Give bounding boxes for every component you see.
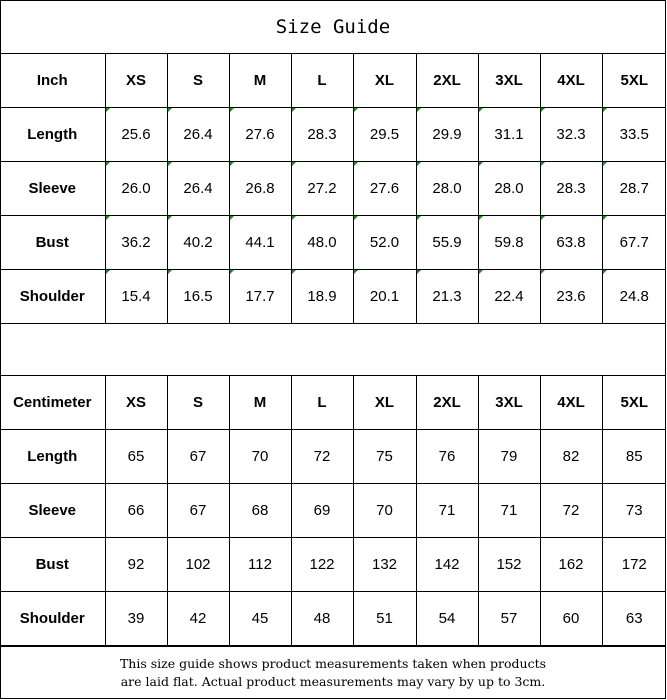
size-header: XS xyxy=(105,54,167,108)
size-header: L xyxy=(291,376,353,430)
table-cell: 66 xyxy=(105,484,167,538)
table-cell: 71 xyxy=(478,484,540,538)
size-header: 5XL xyxy=(602,376,666,430)
table-cell: 27.6 xyxy=(353,162,416,216)
table-cell: 73 xyxy=(602,484,666,538)
table-cell: 72 xyxy=(540,484,602,538)
size-header: M xyxy=(229,54,291,108)
table-cell: 70 xyxy=(353,484,416,538)
table-cell: 28.3 xyxy=(291,108,353,162)
inch-size-table xyxy=(0,54,666,324)
table-header-row xyxy=(0,54,666,108)
table-cell: 33.5 xyxy=(602,108,666,162)
table-row xyxy=(0,430,666,484)
size-header: 4XL xyxy=(540,376,602,430)
table-cell: 67.7 xyxy=(602,216,666,270)
size-header: XL xyxy=(353,54,416,108)
table-cell: 67 xyxy=(167,484,229,538)
table-cell: 15.4 xyxy=(105,270,167,324)
table-cell: 27.6 xyxy=(229,108,291,162)
table-cell: 28.7 xyxy=(602,162,666,216)
table-cell: 82 xyxy=(540,430,602,484)
table-cell: 51 xyxy=(353,592,416,646)
row-label: Shoulder xyxy=(0,592,105,646)
table-cell: 112 xyxy=(229,538,291,592)
table-cell: 102 xyxy=(167,538,229,592)
table-row xyxy=(0,162,666,216)
size-header: 3XL xyxy=(478,376,540,430)
centimeter-size-table xyxy=(0,376,666,646)
table-cell: 36.2 xyxy=(105,216,167,270)
table-cell: 26.4 xyxy=(167,162,229,216)
table-cell: 20.1 xyxy=(353,270,416,324)
row-label: Length xyxy=(0,108,105,162)
table-cell: 25.6 xyxy=(105,108,167,162)
table-cell: 29.9 xyxy=(416,108,478,162)
table-cell: 59.8 xyxy=(478,216,540,270)
table-cell: 172 xyxy=(602,538,666,592)
unit-label: Centimeter xyxy=(0,376,105,430)
size-header: M xyxy=(229,376,291,430)
row-label: Sleeve xyxy=(0,162,105,216)
table-cell: 63 xyxy=(602,592,666,646)
table-spacer xyxy=(0,323,666,376)
table-row xyxy=(0,270,666,324)
table-cell: 67 xyxy=(167,430,229,484)
table-cell: 142 xyxy=(416,538,478,592)
table-cell: 17.7 xyxy=(229,270,291,324)
table-cell: 21.3 xyxy=(416,270,478,324)
table-cell: 65 xyxy=(105,430,167,484)
table-cell: 42 xyxy=(167,592,229,646)
table-cell: 76 xyxy=(416,430,478,484)
table-cell: 132 xyxy=(353,538,416,592)
table-row xyxy=(0,538,666,592)
table-cell: 31.1 xyxy=(478,108,540,162)
table-cell: 44.1 xyxy=(229,216,291,270)
row-label: Sleeve xyxy=(0,484,105,538)
size-header: XS xyxy=(105,376,167,430)
size-header: 4XL xyxy=(540,54,602,108)
table-cell: 152 xyxy=(478,538,540,592)
table-cell: 24.8 xyxy=(602,270,666,324)
table-cell: 48 xyxy=(291,592,353,646)
table-cell: 70 xyxy=(229,430,291,484)
table-cell: 48.0 xyxy=(291,216,353,270)
row-label: Length xyxy=(0,430,105,484)
table-cell: 26.0 xyxy=(105,162,167,216)
table-cell: 75 xyxy=(353,430,416,484)
table-row xyxy=(0,592,666,646)
row-label: Shoulder xyxy=(0,270,105,324)
unit-label: Inch xyxy=(0,54,105,108)
table-cell: 22.4 xyxy=(478,270,540,324)
table-cell: 72 xyxy=(291,430,353,484)
size-header: 2XL xyxy=(416,54,478,108)
size-header: 2XL xyxy=(416,376,478,430)
table-cell: 85 xyxy=(602,430,666,484)
size-header: 5XL xyxy=(602,54,666,108)
table-cell: 71 xyxy=(416,484,478,538)
table-header-row xyxy=(0,376,666,430)
table-cell: 29.5 xyxy=(353,108,416,162)
table-cell: 79 xyxy=(478,430,540,484)
table-cell: 40.2 xyxy=(167,216,229,270)
table-cell: 69 xyxy=(291,484,353,538)
size-header: 3XL xyxy=(478,54,540,108)
table-row xyxy=(0,484,666,538)
table-row xyxy=(0,108,666,162)
table-cell: 27.2 xyxy=(291,162,353,216)
table-cell: 162 xyxy=(540,538,602,592)
table-cell: 54 xyxy=(416,592,478,646)
note-line: are laid flat. Actual product measurements may vary by up to 3cm. xyxy=(120,674,546,689)
size-header: L xyxy=(291,54,353,108)
measurement-note xyxy=(0,646,666,699)
size-header: S xyxy=(167,376,229,430)
page-title: Size Guide xyxy=(0,0,666,54)
table-cell: 16.5 xyxy=(167,270,229,324)
table-row xyxy=(0,216,666,270)
table-cell: 26.8 xyxy=(229,162,291,216)
table-cell: 23.6 xyxy=(540,270,602,324)
table-cell: 28.0 xyxy=(416,162,478,216)
table-cell: 28.3 xyxy=(540,162,602,216)
table-cell: 28.0 xyxy=(478,162,540,216)
table-cell: 32.3 xyxy=(540,108,602,162)
table-cell: 68 xyxy=(229,484,291,538)
table-cell: 45 xyxy=(229,592,291,646)
note-line: This size guide shows product measurements taken when products xyxy=(119,656,547,671)
table-cell: 122 xyxy=(291,538,353,592)
table-cell: 55.9 xyxy=(416,216,478,270)
table-cell: 18.9 xyxy=(291,270,353,324)
size-header: S xyxy=(167,54,229,108)
table-cell: 63.8 xyxy=(540,216,602,270)
row-label: Bust xyxy=(0,538,105,592)
table-cell: 26.4 xyxy=(167,108,229,162)
size-header: XL xyxy=(353,376,416,430)
table-cell: 39 xyxy=(105,592,167,646)
table-cell: 52.0 xyxy=(353,216,416,270)
table-cell: 92 xyxy=(105,538,167,592)
table-cell: 57 xyxy=(478,592,540,646)
row-label: Bust xyxy=(0,216,105,270)
table-cell: 60 xyxy=(540,592,602,646)
